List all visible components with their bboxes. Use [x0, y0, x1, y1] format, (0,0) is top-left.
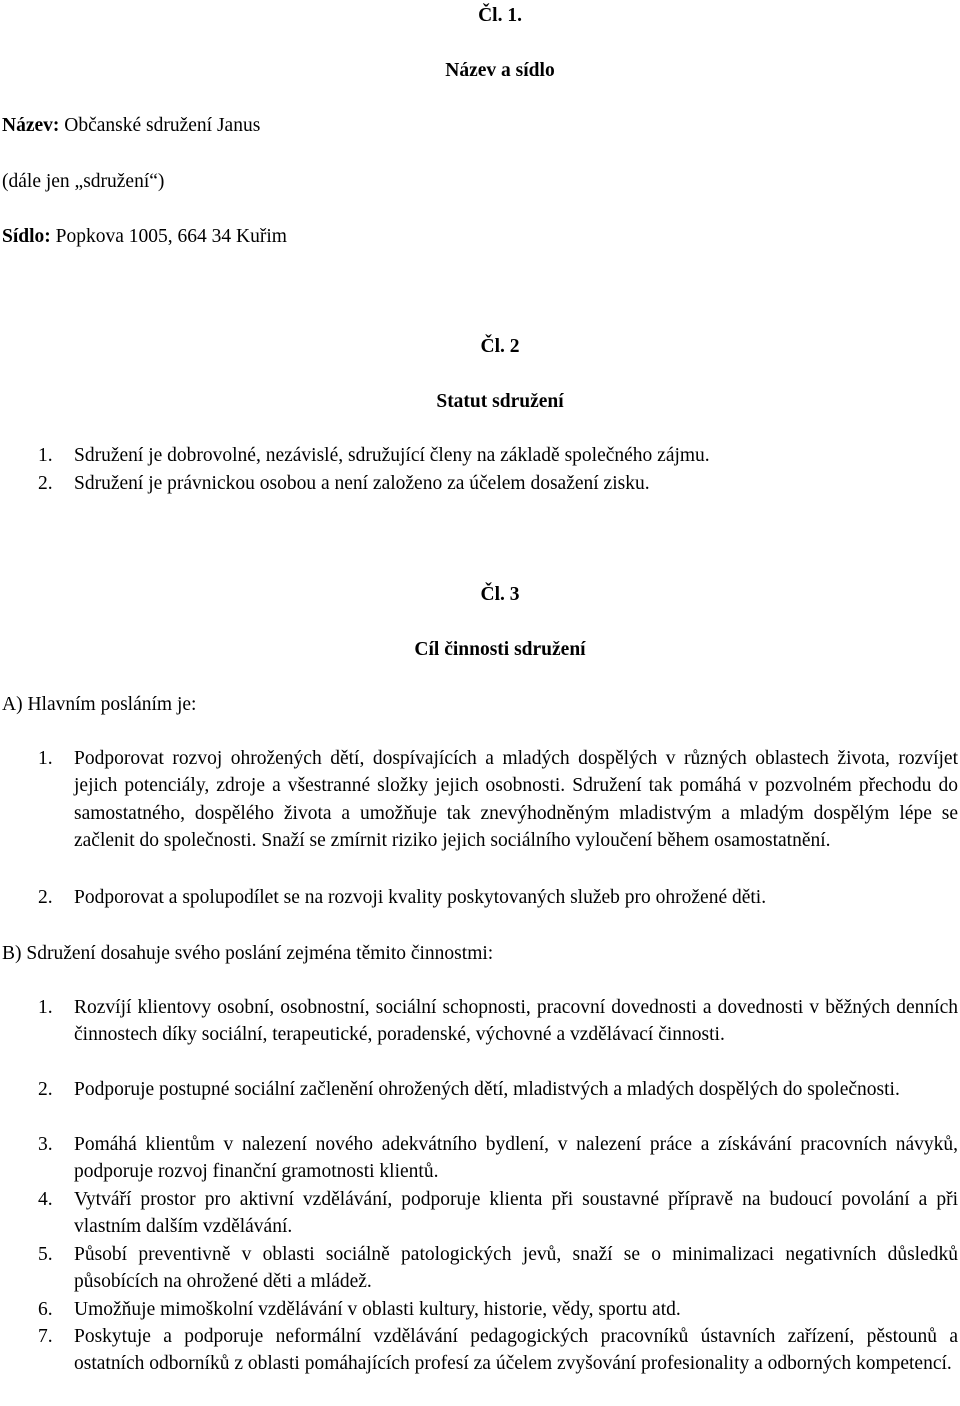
list-item-number: 1.: [38, 445, 53, 466]
list-item-number: 5.: [38, 1244, 53, 1265]
list-item-number: 2.: [38, 473, 53, 494]
list-item-number: 7.: [38, 1326, 53, 1347]
list-item-number: 2.: [38, 1079, 53, 1100]
alias-line: (dále jen „sdružení“): [2, 171, 165, 192]
article-1-title: Název a sídlo: [445, 60, 555, 81]
list-item-text: Vytváří prostor pro aktivní vzdělávání, podporuje klienta při soustavné přípravě na budoucí povolání a při vlastním dalším vzdělávání.: [74, 1189, 958, 1238]
list-item-number: 1.: [38, 997, 53, 1018]
list-item-text: Sdružení je právnickou osobou a není založeno za účelem dosažení zisku.: [74, 473, 650, 494]
seat-line: [2, 225, 287, 249]
list-item-number: 6.: [38, 1299, 53, 1320]
list-item-number: 2.: [38, 887, 53, 908]
article-1-number: Čl. 1.: [478, 5, 522, 26]
list-item-text: Sdružení je dobrovolné, nezávislé, sdružující členy na základě společného zájmu.: [74, 445, 710, 466]
article-2-title: Statut sdružení: [436, 391, 564, 412]
list-item-number: 3.: [38, 1134, 53, 1155]
list-item-text: Podporuje postupné sociální začlenění ohrožených dětí, mladistvých a mladých dospělých do společnosti.: [74, 1079, 900, 1100]
list-item-text: Pomáhá klientům v nalezení nového adekvátního bydlení, v nalezení práce a získávání pracovních návyků, podporuje rozvoj finanční gramotnosti klientů.: [74, 1134, 958, 1183]
name-line: [2, 114, 260, 138]
list-item-number: 4.: [38, 1189, 53, 1210]
seat-label: Sídlo:: [2, 226, 51, 247]
name-label: Název:: [2, 115, 60, 136]
list-item-text: Poskytuje a podporuje neformální vzdělávání pedagogických pracovníků ústavních zařízení, pěstounů a ostatních odborníků z oblasti pomáhajících profesí za účelem zvyšování profesionality a odborných kompetencí.: [74, 1326, 958, 1375]
article-3-title: Cíl činnosti sdružení: [414, 639, 586, 660]
list-item-text: Působí preventivně v oblasti sociálně patologických jevů, snaží se o minimalizaci negativních důsledků působících na ohrožené děti a mládež.: [74, 1244, 958, 1293]
list-item-number: 1.: [38, 748, 53, 769]
list-item-text: Umožňuje mimoškolní vzdělávání v oblasti kultury, historie, vědy, sportu atd.: [74, 1299, 681, 1320]
list-item-text: Podporovat rozvoj ohrožených dětí, dospívajících a mladých dospělých v různých oblastech života, rozvíjet jejich potenciály, zdroje a všestranné složky jejich osobnosti. Sdružení tak pomáhá v pozvolném přechodu do samostatného, dospělého života a umožňuje tak znevýhodněným mladistvým a mladým dospělým lépe se začlenit do společnosti. Snaží se zmírnit riziko jejich sociálního vyloučení během osamostatnění.: [74, 748, 958, 851]
article-2-number: Čl. 2: [480, 336, 520, 357]
seat-value: Popkova 1005, 664 34 Kuřim: [50, 226, 287, 247]
section-b-heading: B) Sdružení dosahuje svého poslání zejména těmito činnostmi:: [2, 943, 494, 964]
list-item-text: Podporovat a spolupodílet se na rozvoji kvality poskytovaných služeb pro ohrožené děti.: [74, 887, 767, 908]
list-item-text: Rozvíjí klientovy osobní, osobnostní, sociální schopnosti, pracovní dovednosti a dovednosti v běžných denních činnostech díky sociální, terapeutické, poradenské, výchovné a vzdělávací činnosti.: [74, 997, 958, 1046]
section-a-heading: A) Hlavním posláním je:: [2, 694, 197, 715]
article-3-number: Čl. 3: [480, 584, 520, 605]
name-value: Občanské sdružení Janus: [59, 115, 261, 136]
